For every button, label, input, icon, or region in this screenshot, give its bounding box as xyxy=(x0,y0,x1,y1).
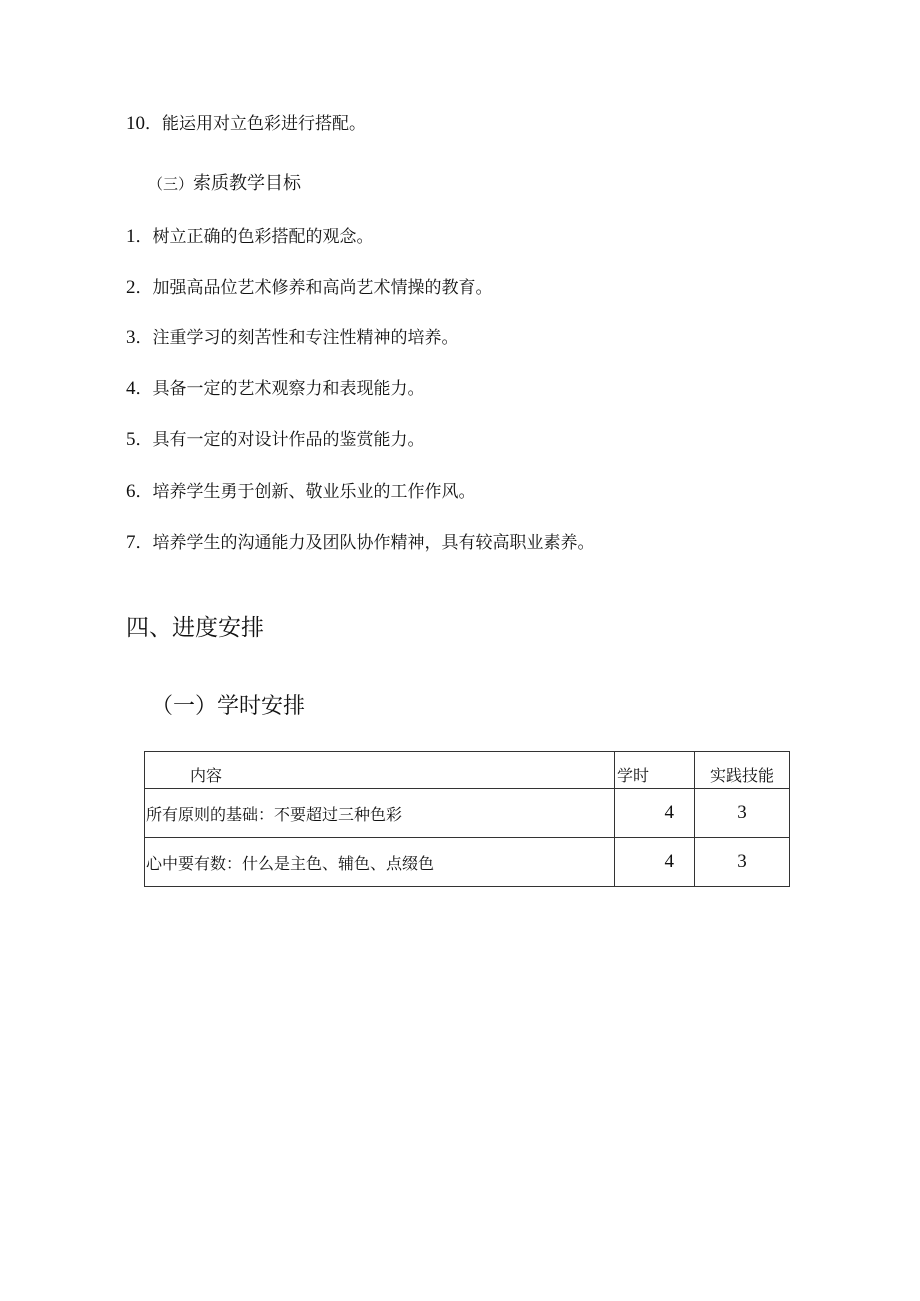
goal-item-number: 10 xyxy=(126,113,145,134)
heading-text: 索质教学目标 xyxy=(193,173,302,194)
table-row xyxy=(145,838,790,887)
quality-goal-item-5 xyxy=(126,428,425,452)
schedule-table xyxy=(144,751,790,887)
goal-item-text: ．加强高品位艺术修养和高尚艺术情操的教育。 xyxy=(135,278,493,298)
quality-goal-item-6 xyxy=(126,480,476,504)
goal-item-text: ．培养学生勇于创新、敬业乐业的工作作风。 xyxy=(135,482,476,502)
quality-goals-heading xyxy=(148,171,301,197)
goal-item-text: ．能运用对立色彩进行搭配。 xyxy=(145,114,366,134)
heading-number: （三） xyxy=(148,175,194,193)
goal-item-number: 6 xyxy=(126,481,136,502)
goal-item-10 xyxy=(126,112,366,136)
quality-goal-item-4 xyxy=(126,377,425,401)
cell-hours: 4 xyxy=(615,789,695,838)
header-skill: 实践技能 xyxy=(695,752,790,789)
goal-item-number: 2 xyxy=(126,277,136,298)
header-content: 内容 xyxy=(145,752,615,789)
goal-item-number: 4 xyxy=(126,378,136,399)
goal-item-text: ．培养学生的沟通能力及团队协作精神，具有较高职业素养。 xyxy=(135,533,595,553)
cell-content: 所有原则的基础：不要超过三种色彩 xyxy=(145,789,615,838)
quality-goal-item-2 xyxy=(126,276,493,300)
goal-item-number: 5 xyxy=(126,429,136,450)
goal-item-text: ．具备一定的艺术观察力和表现能力。 xyxy=(135,379,425,399)
section-four-heading: 四、进度安排 xyxy=(126,615,264,641)
goal-item-text: ．树立正确的色彩搭配的观念。 xyxy=(135,227,374,247)
goal-item-number: 7 xyxy=(126,532,136,553)
goal-item-number: 3 xyxy=(126,327,136,348)
table-header-row xyxy=(145,752,790,789)
cell-skill: 3 xyxy=(695,838,790,887)
cell-skill: 3 xyxy=(695,789,790,838)
quality-goal-item-7 xyxy=(126,531,595,555)
cell-content: 心中要有数：什么是主色、辅色、点缀色 xyxy=(145,838,615,887)
cell-hours: 4 xyxy=(615,838,695,887)
table-row xyxy=(145,789,790,838)
goal-item-text: ．注重学习的刻苦性和专注性精神的培养。 xyxy=(135,328,459,348)
quality-goal-item-3 xyxy=(126,326,459,350)
header-hours: 学时 xyxy=(615,752,695,789)
goal-item-number: 1 xyxy=(126,226,136,247)
quality-goal-item-1 xyxy=(126,225,374,249)
schedule-heading: （一）学时安排 xyxy=(151,694,306,719)
goal-item-text: ．具有一定的对设计作品的鉴赏能力。 xyxy=(135,430,425,450)
